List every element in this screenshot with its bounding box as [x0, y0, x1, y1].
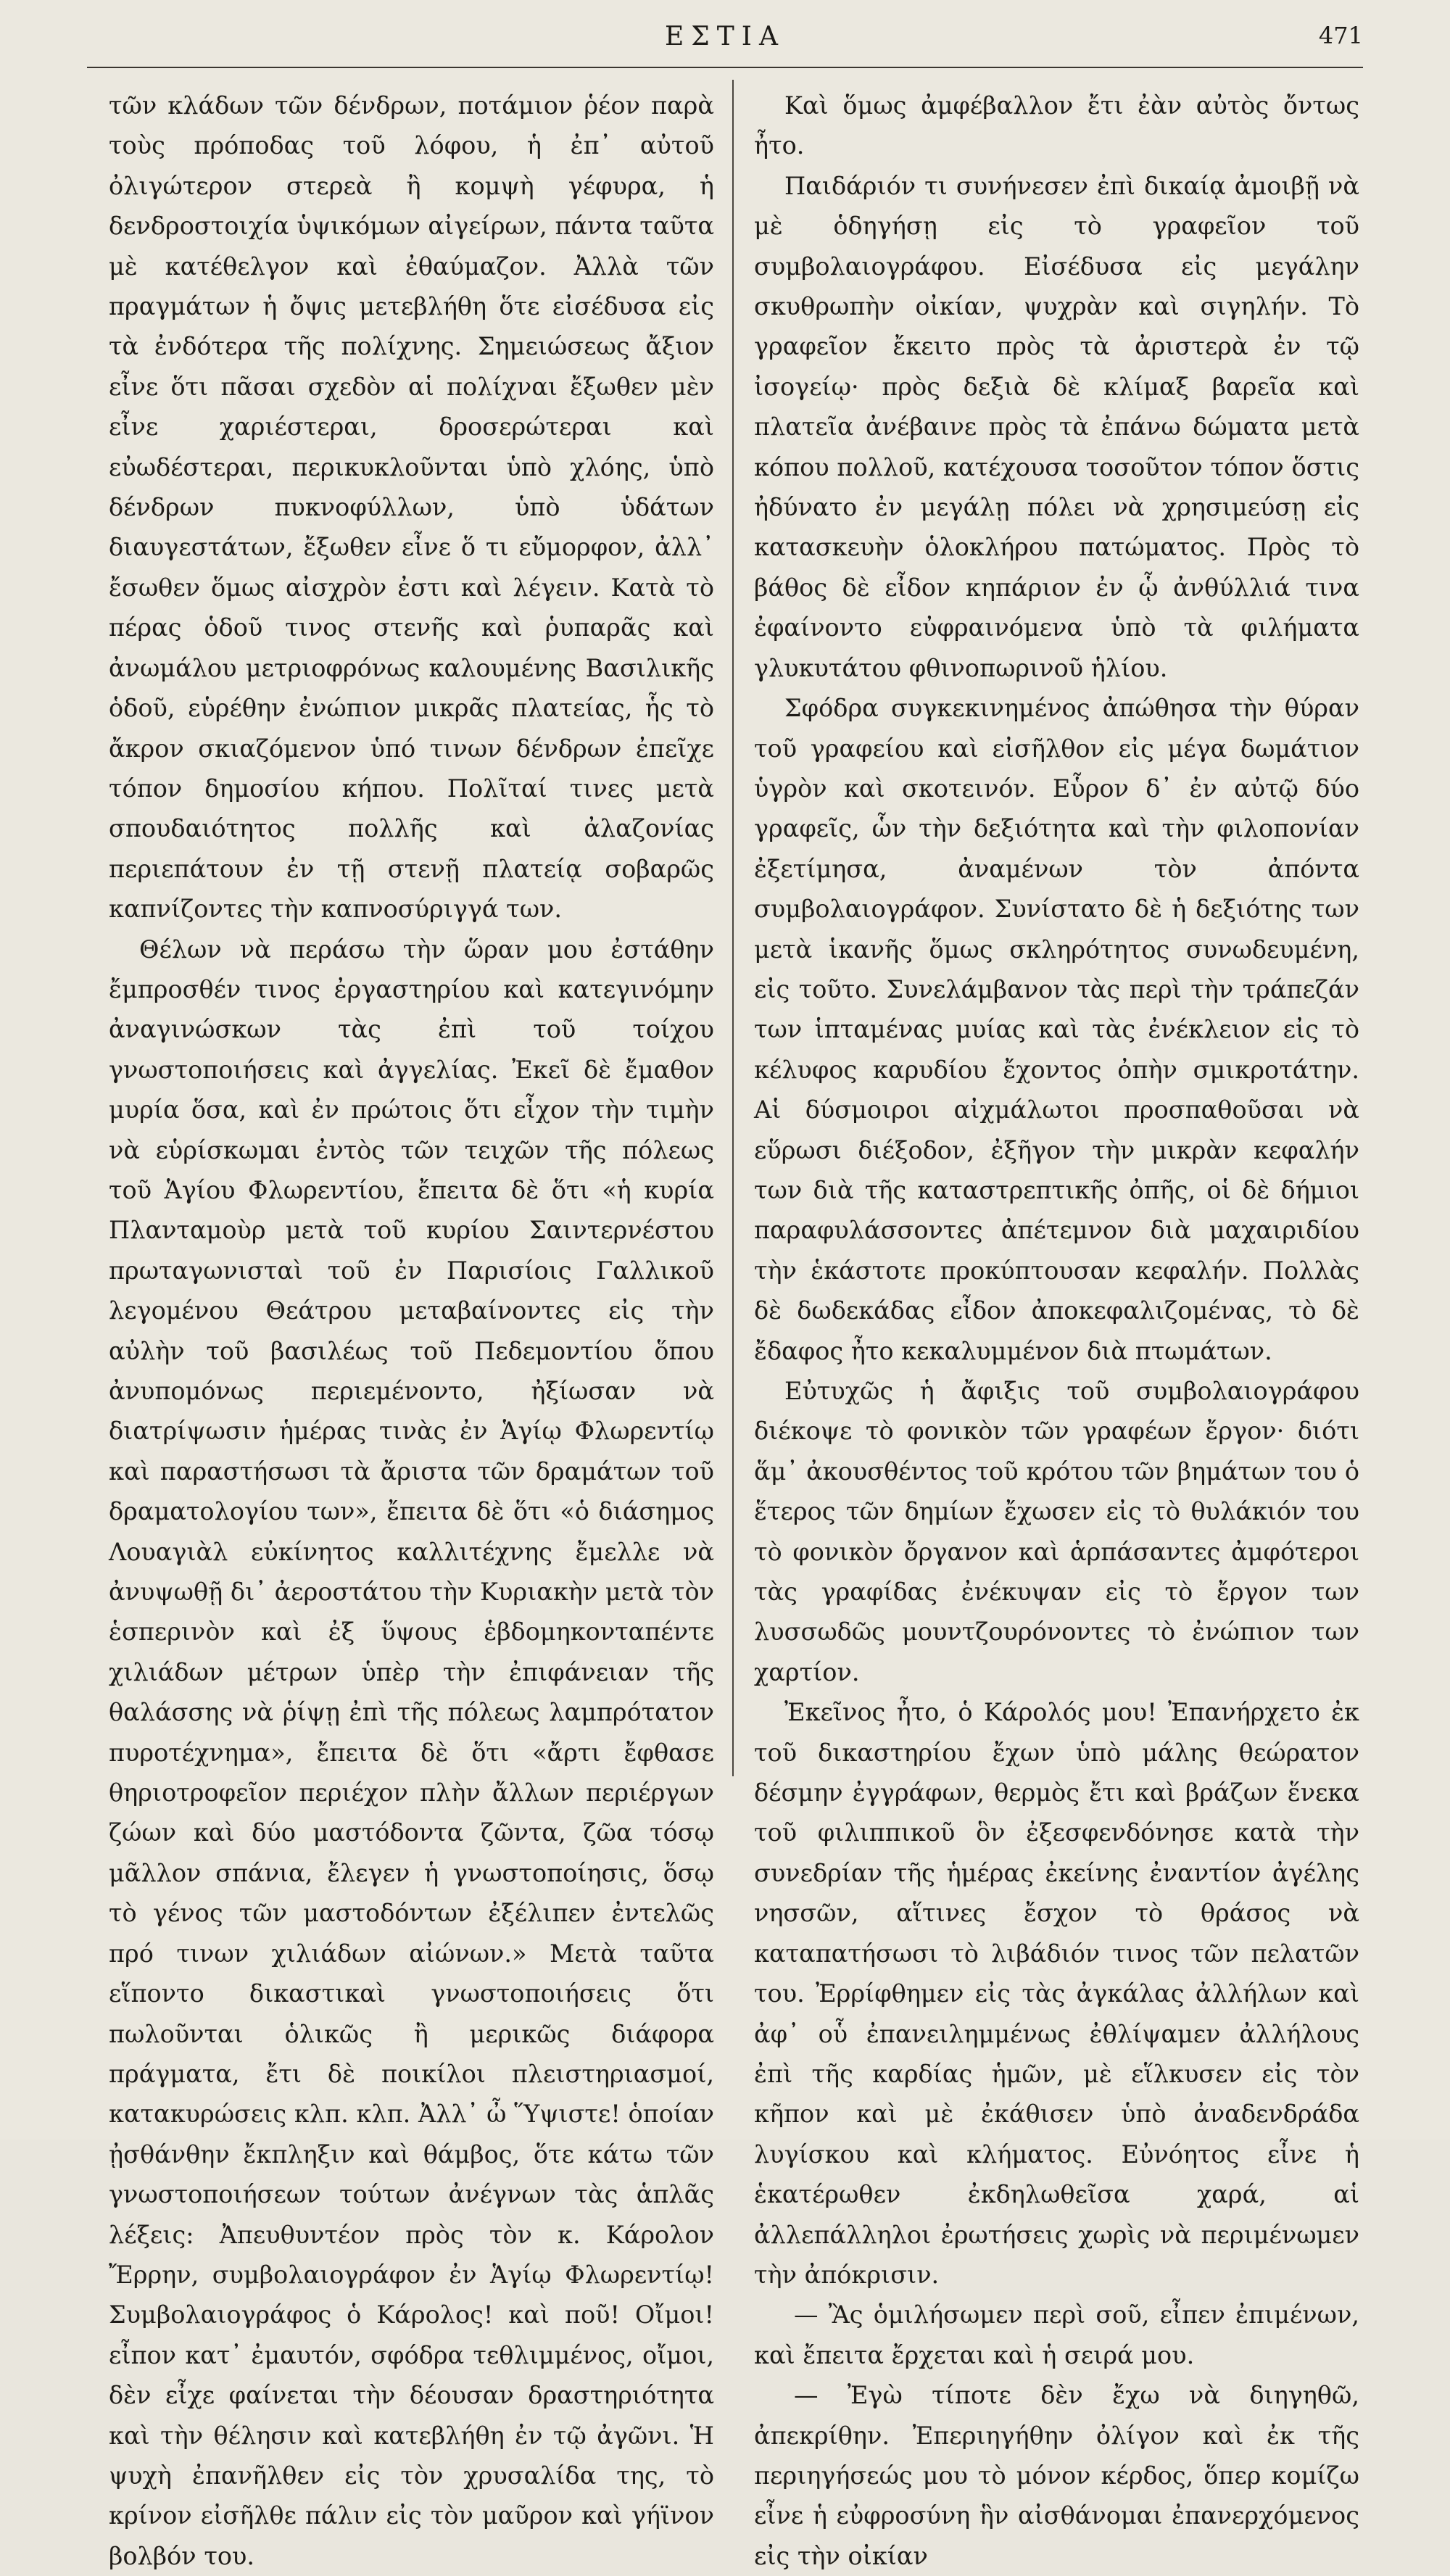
- paragraph: Εὐτυχῶς ἡ ἄφιξις τοῦ συμβολαιογράφου διέκοψε τὸ φονικὸν τῶν γραφέων ἔργον· διότι ἅμ᾽ ἀκουσθέντος τοῦ κρότου τῶν βημάτων του ὁ ἕτερος τῶν δημίων ἔχωσεν εἰς τὸ θυλάκιόν του τὸ φονικὸν ὄργανον καὶ ἁρπάσαντες ἀμφότεροι τὰς γραφίδας ἐνέκυψαν εἰς τὸ ἔργον των λυσσωδῶς μουντζουρόνοντες τὸ ἐνώπιον των χαρτίον.: [754, 1377, 1359, 1686]
- dialogue-line: — Ἐγὼ τίποτε δὲν ἔχω νὰ διηγηθῶ, ἀπεκρίθην. Ἐπεριηγήθην ὀλίγον καὶ ἐκ τῆς περιηγήσεώς μου τὸ μόνον κέρδος, ὅπερ κομίζω εἶνε ἡ εὐφροσύνη ἣν αἰσθάνομαι ἐπανερχόμενος εἰς τὴν οἰκίαν: [754, 2381, 1359, 2570]
- paragraph: Θέλων νὰ περάσω τὴν ὥραν μου ἐστάθην ἔμπροσθέν τινος ἐργαστηρίου καὶ κατεγινόμην ἀναγινώσκων τὰς ἐπὶ τοῦ τοίχου γνωστοποιήσεις καὶ ἀγγελίας. Ἐκεῖ δὲ ἔμαθον μυρία ὅσα, καὶ ἐν πρώτοις ὅτι εἶχον τὴν τιμὴν νὰ εὑρίσκωμαι ἐντὸς τῶν τειχῶν τῆς πόλεως τοῦ Ἁγίου Φλωρεντίου, ἔπειτα δὲ ὅτι «ἡ κυρία Πλανταμοὺρ μετὰ τοῦ κυρίου Σαιντερνέστου πρωταγωνισταὶ τοῦ ἐν Παρισίοις Γαλλικοῦ λεγομένου Θεάτρου μεταβαίνοντες εἰς τὴν αὐλὴν τοῦ βασιλέως τοῦ Πεδεμοντίου ὅπου ἀνυπομόνως περιεμένοντο, ἠξίωσαν νὰ διατρίψωσιν ἡμέρας τινὰς ἐν Ἁγίῳ Φλωρεντίῳ καὶ παραστήσωσι τὰ ἄριστα τῶν δραμάτων τοῦ δραματολογίου των», ἔπειτα δὲ ὅτι «ὁ διάσημος Λουαγιὰλ εὐκίνητος καλλιτέχνης ἔμελλε νὰ ἀνυψωθῇ δι᾽ ἀεροστάτου τὴν Κυριακὴν μετὰ τὸν ἑσπερινὸν καὶ ἐξ ὕψους ἑβδομηκονταπέντε χιλιάδων μέτρων ὑπὲρ τὴν ἐπιφάνειαν τῆς θαλάσσης νὰ ῥίψῃ ἐπὶ τῆς πόλεως λαμπρότατον πυροτέχνημα», ἔπειτα δὲ ὅτι «ἄρτι ἔφθασε θηριοτροφεῖον περιέχον πλὴν ἄλλων περιέργων ζώων καὶ δύο μαστόδοντα ζῶντα, ζῶα τόσῳ μᾶλλον σπάνια, ἔλεγεν ἡ γνωστοποίησις, ὅσῳ τὸ γένος τῶν μαστοδόντων ἐξέλιπεν ἐντελῶς πρό τινων χιλιάδων αἰώνων.» Μετὰ ταῦτα εἵποντο δικαστικαὶ γνωστοποιήσεις ὅτι πωλοῦνται ὁλικῶς ἢ μερικῶς διάφορα πράγματα, ἔτι δὲ ποικίλοι πλειστηριασμοί, κατακυρώσεις κλπ. κλπ. Ἀλλ᾽ ὦ Ὕψιστε! ὁποίαν ᾐσθάνθην ἔκπληξιν καὶ θάμβος, ὅτε κάτω τῶν γνωστοποιήσεων τούτων ἀνέγνων τὰς ἁπλᾶς λέξεις: Ἀπευθυντέον πρὸς τὸν κ. Κάρολον Ἔρρην, συμβολαιογράφον ἐν Ἁγίῳ Φλωρεντίῳ! Συμβολαιογράφος ὁ Κάρολος! καὶ ποῦ! Οἴμοι! εἶπον κατ᾽ ἐμαυτόν, σφόδρα τεθλιμμένος, οἴμοι, δὲν εἶχε φαίνεται τὴν δέουσαν δραστηριότητα καὶ τὴν θέλησιν καὶ κατεβλήθη ἐν τῷ ἀγῶνι. Ἡ ψυχὴ ἐπανῆλθεν εἰς τὸν χρυσαλίδα της, τὸ κρίνον εἰσῆλθε πάλιν εἰς τὸν μαῦρον καὶ γήϊνον βολβόν του.: [109, 935, 714, 2570]
- dialogue-line: — Ἂς ὁμιλήσωμεν περὶ σοῦ, εἶπεν ἐπιμένων, καὶ ἔπειτα ἔρχεται καὶ ἡ σειρά μου.: [754, 2300, 1359, 2369]
- right-column: [754, 86, 1359, 2576]
- journal-title: ΕΣΤΙΑ: [665, 22, 785, 51]
- page-header: [87, 22, 1363, 58]
- column-divider: [732, 80, 734, 1776]
- paragraph: Ἐκεῖνος ἦτο, ὁ Κάρολός μου! Ἐπανήρχετο ἐκ τοῦ δικαστηρίου ἔχων ὑπὸ μάλης θεώρατον δέσμην ἐγγράφων, θερμὸς ἔτι καὶ βράζων ἕνεκα τοῦ φιλιππικοῦ ὃν ἐξεσφενδόνησε κατὰ τὴν συνεδρίαν τῆς ἡμέρας ἐκείνης ἐναντίον ἀγέλης νησσῶν, αἵτινες ἔσχον τὸ θράσος νὰ καταπατήσωσι τὸ λιβάδιόν τινος τῶν πελατῶν του. Ἐρρίφθημεν εἰς τὰς ἀγκάλας ἀλλήλων καὶ ἀφ᾽ οὗ ἐπανειλημμένως ἐθλίψαμεν ἀλλήλους ἐπὶ τῆς καρδίας ἡμῶν, μὲ εἵλκυσεν εἰς τὸν κῆπον καὶ μὲ ἐκάθισεν ὑπὸ ἀναδενδράδα λυγίσκου καὶ κλήματος. Εὐνόητος εἶνε ἡ ἑκατέρωθεν ἐκδηλωθεῖσα χαρά, αἱ ἀλλεπάλληλοι ἐρωτήσεις χωρὶς νὰ περιμένωμεν τὴν ἀπόκρισιν.: [754, 1698, 1359, 2289]
- paragraph: Σφόδρα συγκεκινημένος ἀπώθησα τὴν θύραν τοῦ γραφείου καὶ εἰσῆλθον εἰς μέγα δωμάτιον ὑγρὸν καὶ σκοτεινόν. Εὗρον δ᾽ ἐν αὐτῷ δύο γραφεῖς, ὧν τὴν δεξιότητα καὶ τὴν φιλοπονίαν ἐξετίμησα, ἀναμένων τὸν ἀπόντα συμβολαιογράφον. Συνίστατο δὲ ἡ δεξιότης των μετὰ ἱκανῆς ὅμως σκληρότητος συνωδευμένη, εἰς τοῦτο. Συνελάμβανον τὰς περὶ τὴν τράπεζάν των ἱπταμένας μυίας καὶ τὰς ἐνέκλειον εἰς τὸ κέλυφος καρυδίου ἔχοντος ὀπὴν σμικροτάτην. Αἱ δύσμοιροι αἰχμάλωτοι προσπαθοῦσαι νὰ εὕρωσι διέξοδον, ἐξῆγον τὴν μικρὰν κεφαλήν των διὰ τῆς καταστρεπτικῆς ὀπῆς, οἱ δὲ δήμιοι παραφυλάσσοντες ἀπέτεμνον διὰ μαχαιριδίου τὴν ἑκάστοτε προκύπτουσαν κεφαλήν. Πολλὰς δὲ δωδεκάδας εἶδον ἀποκεφαλιζομένας, τὸ δὲ ἔδαφος ἦτο κεκαλυμμένον διὰ πτωμάτων.: [754, 694, 1359, 1365]
- header-rule: [87, 67, 1363, 68]
- left-column: [109, 86, 714, 2576]
- paragraph: τῶν κλάδων τῶν δένδρων, ποτάμιον ῥέον παρὰ τοὺς πρόποδας τοῦ λόφου, ἡ ἐπ᾽ αὐτοῦ ὀλιγώτερον στερεὰ ἢ κομψὴ γέφυρα, ἡ δενδροστοιχία ὑψικόμων αἰγείρων, πάντα ταῦτα μὲ κατέθελγον καὶ ἐθαύμαζον. Ἀλλὰ τῶν πραγμάτων ἡ ὄψις μετεβλήθη ὅτε εἰσέδυσα εἰς τὰ ἐνδότερα τῆς πολίχνης. Σημειώσεως ἄξιον εἶνε ὅτι πᾶσαι σχεδὸν αἱ πολίχναι ἔξωθεν μὲν εἶνε χαριέστεραι, δροσερώτεραι καὶ εὐωδέστεραι, περικυκλοῦνται ὑπὸ χλόης, ὑπὸ δένδρων πυκνοφύλλων, ὑπὸ ὑδάτων διαυγεστάτων, ἔξωθεν εἶνε ὅ τι εὔμορφον, ἀλλ᾽ ἔσωθεν ὅμως αἰσχρὸν ἐστι καὶ λέγειν. Κατὰ τὸ πέρας ὁδοῦ τινος στενῆς καὶ ῥυπαρᾶς καὶ ἀνωμάλου μετριοφρόνως καλουμένης Βασιλικῆς ὁδοῦ, εὑρέθην ἐνώπιον μικρᾶς πλατείας, ἧς τὸ ἄκρον σκιαζόμενον ὑπό τινων δένδρων ἐπεῖχε τόπον δημοσίου κήπου. Πολῖταί τινες μετὰ σπουδαιότητος πολλῆς καὶ ἀλαζονίας περιεπάτουν ἐν τῇ στενῇ πλατείᾳ σοβαρῶς καπνίζοντες τὴν καπνοσύριγγά των.: [109, 91, 714, 924]
- paragraph: Παιδάριόν τι συνήνεσεν ἐπὶ δικαίᾳ ἀμοιβῇ νὰ μὲ ὁδηγήσῃ εἰς τὸ γραφεῖον τοῦ συμβολαιογράφου. Εἰσέδυσα εἰς μεγάλην σκυθρωπὴν οἰκίαν, ψυχρὰν καὶ σιγηλήν. Τὸ γραφεῖον ἔκειτο πρὸς τὰ ἀριστερὰ ἐν τῷ ἰσογείῳ· πρὸς δεξιὰ δὲ κλίμαξ βαρεῖα καὶ πλατεῖα ἀνέβαινε πρὸς τὰ ἐπάνω δώματα μετὰ κόπου πολλοῦ, κατέχουσα τοσοῦτον τόπον ὅστις ἠδύνατο ἐν μεγάλῃ πόλει νὰ χρησιμεύσῃ εἰς κατασκευὴν ὁλοκλήρου πατώματος. Πρὸς τὸ βάθος δὲ εἶδον κηπάριον ἐν ᾧ ἀνθύλλιά τινα ἐφαίνοντο εὐφραινόμενα ὑπὸ τὰ φιλήματα γλυκυτάτου φθινοπωρινοῦ ἡλίου.: [754, 171, 1359, 682]
- paragraph: Καὶ ὅμως ἀμφέβαλλον ἔτι ἐὰν αὐτὸς ὄντως ἦτο.: [754, 91, 1359, 160]
- page-number: 471: [1318, 22, 1363, 49]
